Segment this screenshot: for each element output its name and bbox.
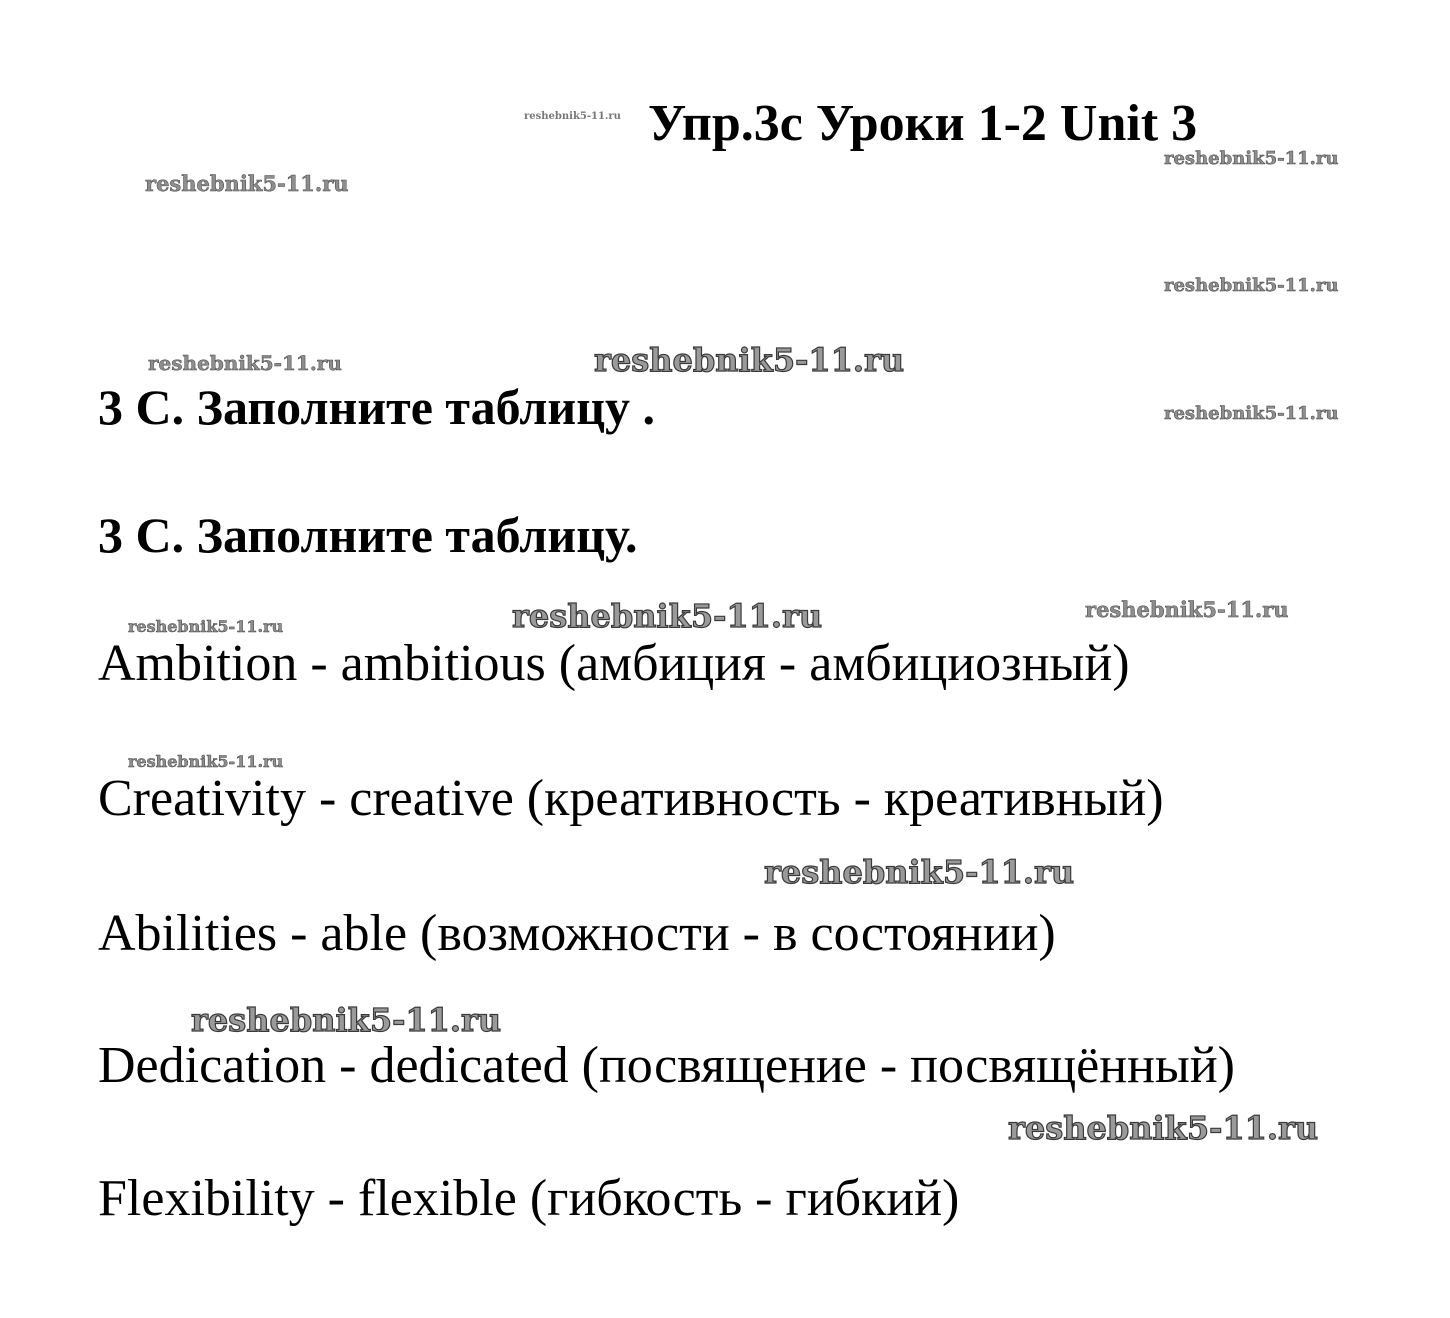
watermark: reshebnik5-11.ru xyxy=(524,111,621,122)
watermark: reshebnik5-11.ru xyxy=(1164,148,1339,169)
exercise-heading: 3 С. Заполните таблицу. xyxy=(98,507,638,563)
watermark: reshebnik5-11.ru xyxy=(191,1001,502,1039)
watermark: reshebnik5-11.ru xyxy=(1008,1109,1319,1147)
watermark: reshebnik5-11.ru xyxy=(148,351,342,375)
watermark: reshebnik5-11.ru xyxy=(145,171,349,196)
word-pair-entry: Dedication - dedicated (посвящение - посвящённый) xyxy=(98,1037,1235,1094)
watermark: reshebnik5-11.ru xyxy=(764,853,1075,891)
watermark: reshebnik5-11.ru xyxy=(1164,275,1339,296)
watermark: reshebnik5-11.ru xyxy=(1085,597,1289,622)
watermark: reshebnik5-11.ru xyxy=(128,617,284,636)
watermark: reshebnik5-11.ru xyxy=(594,341,905,379)
exercise-heading: 3 С. Заполните таблицу . xyxy=(98,379,656,435)
watermark: reshebnik5-11.ru xyxy=(512,597,823,635)
word-pair-entry: Creativity - creative (креативность - креативный) xyxy=(98,770,1164,827)
word-pair-entry: Ambition - ambitious (амбиция - амбициозный) xyxy=(98,635,1130,692)
word-pair-entry: Abilities - able (возможности - в состоянии) xyxy=(98,905,1056,962)
watermark: reshebnik5-11.ru xyxy=(128,752,284,771)
page-title: Упр.3с Уроки 1-2 Unit 3 xyxy=(648,95,1198,152)
word-pair-entry: Flexibility - flexible (гибкость - гибкий) xyxy=(98,1170,960,1227)
watermark: reshebnik5-11.ru xyxy=(1164,403,1339,424)
